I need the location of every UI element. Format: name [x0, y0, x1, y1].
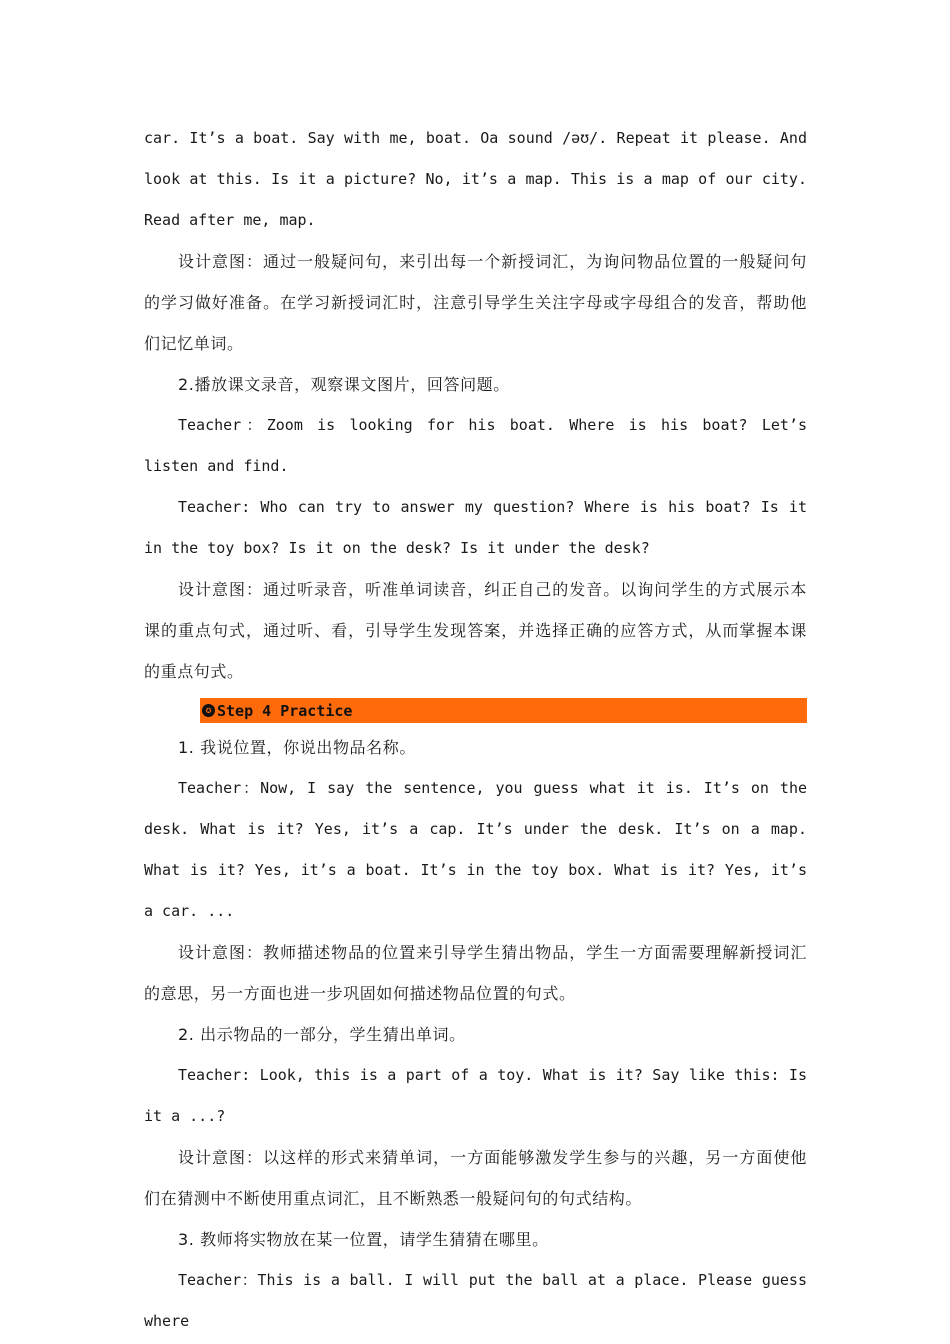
paragraph: 设计意图：通过一般疑问句，来引出每一个新授词汇，为询问物品位置的一般疑问句的学习做好准备。在学习新授词汇时，注意引导学生关注字母或字母组合的发音，帮助他们记忆单词。	[144, 252, 807, 353]
document-page	[144, 118, 807, 1342]
star-icon: ✪	[202, 704, 215, 717]
paragraph: Teacher：Now, I say the sentence, you guess what it is. It’s on the desk. What is it? Yes, it’s a cap. It’s under the desk. It’s on a map. What is it? Yes, it’s a boat. It’s in the toy box. What is it? Yes, it’s a car. ...	[144, 779, 807, 920]
paragraph: 设计意图：教师描述物品的位置来引导学生猜出物品，学生一方面需要理解新授词汇的意思，另一方面也进一步巩固如何描述物品位置的句式。	[144, 943, 807, 1003]
body-text-bottom	[144, 727, 807, 1342]
body-text-top	[144, 118, 807, 692]
paragraph: Teacher：This is a ball. I will put the ball at a place. Please guess where	[144, 1271, 807, 1330]
paragraph: 设计意图：通过听录音，听准单词读音，纠正自己的发音。以询问学生的方式展示本课的重点句式，通过听、看，引导学生发现答案，并选择正确的应答方式，从而掌握本课的重点句式。	[144, 580, 807, 681]
paragraph: 设计意图：以这样的形式来猜单词，一方面能够激发学生参与的兴趣，另一方面使他们在猜测中不断使用重点词汇，且不断熟悉一般疑问句的句式结构。	[144, 1148, 807, 1208]
paragraph: 2. 出示物品的一部分，学生猜出单词。	[178, 1025, 466, 1044]
paragraph: Teacher: Look, this is a part of a toy. What is it? Say like this: Is it a ...?	[144, 1066, 807, 1125]
paragraph: Teacher: Who can try to answer my question? Where is his boat? Is it in the toy box? Is it on the desk? Is it under the desk?	[144, 498, 807, 557]
paragraph: Teacher：Zoom is looking for his boat. Where is his boat? Let’s listen and find.	[144, 416, 807, 475]
paragraph: car. It’s a boat. Say with me, boat. Oa sound /əʊ/. Repeat it please. And look at this. Is it a picture? No, it’s a map. This is a map of our city. Read after me, map.	[144, 129, 807, 229]
step-heading-label: Step 4 Practice	[217, 701, 353, 720]
step-heading-bar	[200, 698, 807, 723]
paragraph: 3. 教师将实物放在某一位置，请学生猜猜在哪里。	[178, 1230, 549, 1249]
paragraph: 2.播放课文录音，观察课文图片，回答问题。	[178, 375, 510, 394]
paragraph: 1. 我说位置，你说出物品名称。	[178, 738, 416, 757]
